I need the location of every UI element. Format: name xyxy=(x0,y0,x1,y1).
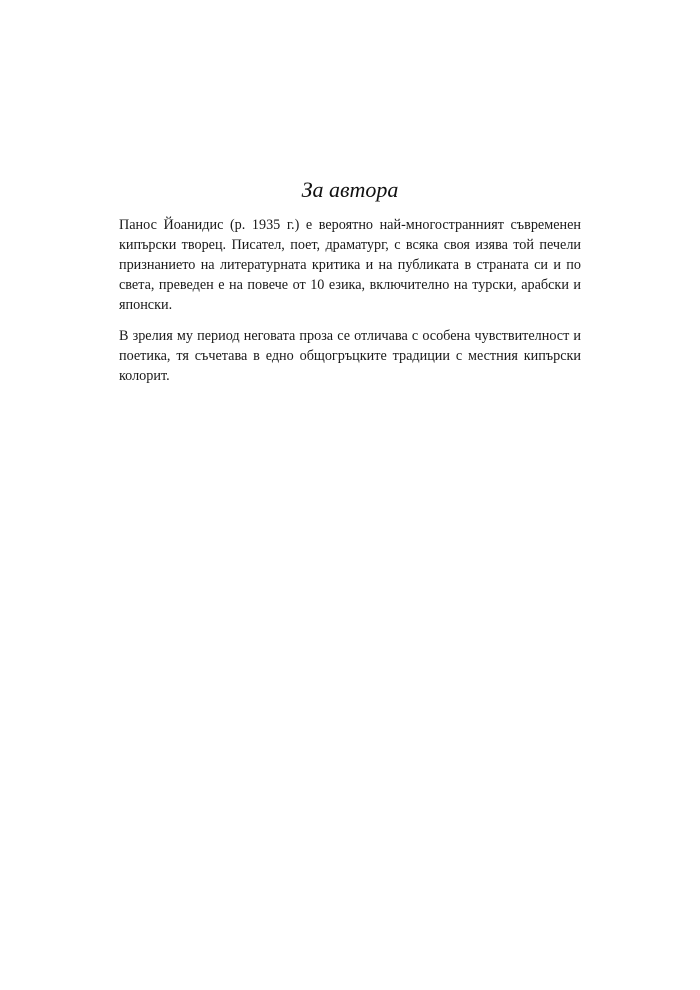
paragraph-style: В зрелия му период неговата проза се отличава с особена чувствителност и поетика, тя съчетава в едно общогръцките традиции с местния кипърски колорит. xyxy=(119,328,581,384)
document-body xyxy=(119,215,581,397)
page-title: За автора xyxy=(301,177,399,202)
paragraph-biography: Панос Йоанидис (р. 1935 г.) е вероятно най-многостранният съвременен кипърски творец. Писател, поет, драматург, с всяка своя изява той печели признанието на литературната критика и на публиката в страната си и по света, преведен е на повече от 10 езика, включително на турски, арабски и японски. xyxy=(119,217,581,313)
